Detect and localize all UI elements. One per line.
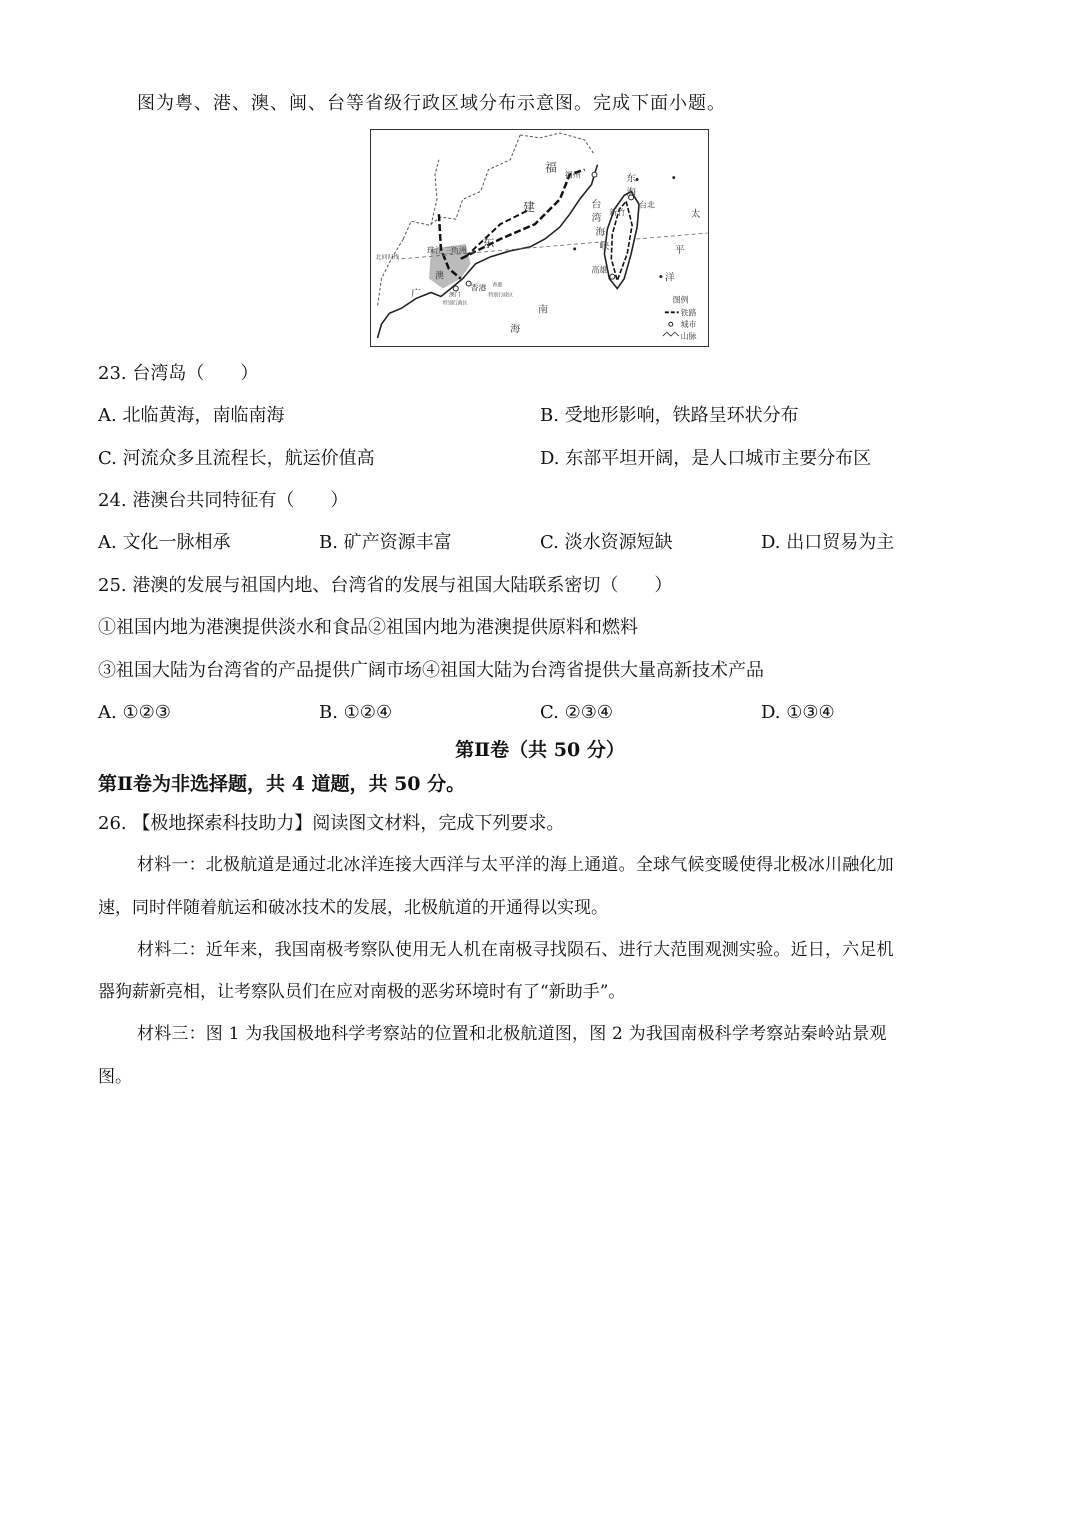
label-tai: 台	[591, 199, 602, 211]
legend-mountain: 山脉	[680, 332, 697, 342]
label-jiaozhou: 角洲	[450, 245, 467, 255]
label-xianggang: 香港	[470, 283, 487, 293]
label-dong-sea1: 东	[626, 173, 637, 185]
label-gaoxiong: 高雄	[591, 265, 608, 275]
regional-map	[370, 129, 709, 347]
q24-option-d: D. 出口贸易为主	[761, 532, 895, 553]
label-fu: 福	[544, 160, 557, 175]
city-gaoxiong	[610, 274, 615, 279]
label-taiping1: 太	[690, 209, 701, 221]
q24-option-b: B. 矿产资源丰富	[319, 532, 452, 553]
q25-option-b: B. ①②④	[319, 702, 393, 723]
guangdong-border	[431, 160, 439, 225]
label-taiping2: 平	[674, 244, 685, 256]
label-ao: 澳	[434, 271, 444, 282]
q26-stem: 26. 【极地探索科技助力】阅读图文材料，完成下列要求。	[98, 813, 565, 834]
q25-option-a: A. ①②③	[98, 702, 171, 723]
material-3-line-1: 材料三：图 1 为我国极地科学考察站的位置和北极航道图，图 2 为我国南极科学考察站秦岭站景观	[137, 1024, 887, 1044]
label-hai: 海	[595, 227, 606, 239]
q23-option-d: D. 东部平坦开阔，是人口城市主要分布区	[540, 448, 872, 469]
city-fuzhou	[592, 172, 597, 177]
q23-option-c: C. 河流众多且流程长，航运价值高	[98, 448, 375, 469]
label-hongkong-full: 香港	[492, 282, 503, 289]
legend-title: 图例	[672, 295, 689, 305]
q23-stem: 23. 台湾岛（ ）	[98, 363, 259, 384]
west-border	[375, 239, 404, 306]
railway-branch	[466, 209, 530, 257]
label-nanhai: 海	[510, 324, 521, 336]
label-fuzhou: 福州	[564, 170, 581, 180]
legend-city: 城市	[680, 320, 697, 330]
material-1-line-2: 速，同时伴随着航运和破冰技术的发展，北极航道的开通得以实现。	[98, 898, 608, 918]
q23-option-b: B. 受地形影响，铁路呈环状分布	[540, 405, 799, 426]
legend-rail: 铁路	[680, 308, 697, 318]
q24-option-a: A. 文化一脉相承	[98, 532, 231, 553]
q25-statements-1: ①祖国内地为港澳提供淡水和食品②祖国内地为港澳提供原料和燃料	[98, 617, 638, 638]
label-xinzhu: 新竹	[609, 208, 626, 218]
part2-title: 第Ⅱ卷（共 50 分）	[455, 739, 625, 761]
label-tropic: 北回归线	[375, 253, 400, 261]
label-wan: 湾	[591, 213, 602, 225]
q25-statements-2: ③祖国大陆为台湾省的产品提供广阔市场④祖国大陆为台湾省提供大量高新技术产品	[98, 660, 764, 681]
intro-text: 图为粤、港、澳、闽、台等省级行政区域分布示意图。完成下面小题。	[137, 93, 726, 114]
q25-option-d: D. ①③④	[761, 702, 835, 723]
q25-stem: 25. 港澳的发展与祖国内地、台湾省的发展与祖国大陆联系密切（ ）	[98, 575, 673, 596]
part2-description: 第Ⅱ卷为非选择题，共 4 道题，共 50 分。	[98, 773, 466, 795]
fujian-north-border	[520, 133, 594, 155]
label-dong: 东	[482, 235, 495, 250]
q24-stem: 24. 港澳台共同特征有（ ）	[98, 490, 349, 511]
label-special1: 特别行政区	[442, 300, 468, 307]
taiwan-island	[604, 191, 639, 288]
label-nan: 南	[538, 304, 548, 316]
material-3-line-2: 图。	[98, 1067, 132, 1087]
label-zhujiang: 珠江	[427, 245, 443, 255]
q25-option-c: C. ②③④	[540, 702, 613, 723]
material-2-line-2: 器狗薪新亮相，让考察队员们在应对南极的恶劣环境时有了“新助手”。	[98, 982, 626, 1002]
material-2-line-1: 材料二：近年来，我国南极考察队使用无人机在南极寻找陨石、进行大范围观测实验。近日，六足机	[137, 940, 894, 960]
label-taiping3: 洋	[664, 272, 675, 284]
city-macau	[453, 286, 458, 291]
label-sanjiaozhou: 三	[444, 245, 453, 255]
label-special2: 特别行政区	[488, 292, 514, 299]
label-guang: 广	[411, 288, 422, 300]
label-aomen: 澳门	[448, 291, 461, 299]
label-taibei: 台北	[639, 200, 655, 210]
label-xia: 峡	[599, 240, 610, 252]
label-jian: 建	[523, 200, 536, 215]
material-1-line-1: 材料一：北极航道是通过北冰洋连接大西洋与太平洋的海上通道。全球气候变暖使得北极冰川融化加	[137, 855, 894, 875]
q24-option-c: C. 淡水资源短缺	[540, 532, 673, 553]
q23-option-a: A. 北临黄海，南临南海	[98, 405, 285, 426]
label-dong-sea2: 海	[626, 187, 637, 199]
